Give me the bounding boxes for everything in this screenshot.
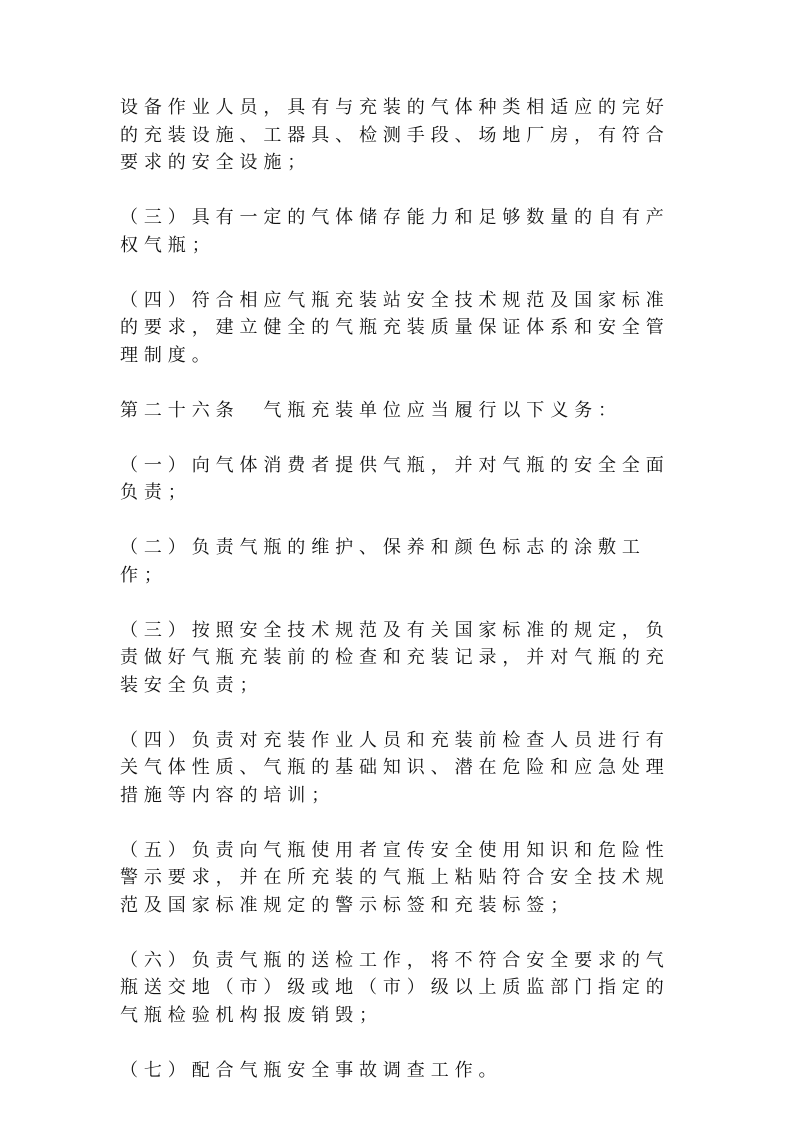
paragraph-item-3-storage: （三）具有一定的气体储存能力和足够数量的自有产权气瓶；: [120, 207, 670, 256]
list-item-obligation-1: （一）向气体消费者提供气瓶，并对气瓶的安全全面负责；: [120, 454, 670, 503]
list-item-obligation-5: （五）负责向气瓶使用者宣传安全使用知识和危险性警示要求，并在所充装的气瓶上粘贴符合安全技术规范及国家标准规定的警示标签和充装标签；: [120, 839, 670, 916]
list-item-obligation-4: （四）负责对充装作业人员和充装前检查人员进行有关气体性质、气瓶的基础知识、潜在危险和应急处理措施等内容的培训；: [120, 729, 670, 806]
paragraph-item-4-standards: （四）符合相应气瓶充装站安全技术规范及国家标准的要求，建立健全的气瓶充装质量保证体系和安全管理制度。: [120, 289, 670, 366]
list-item-obligation-2: （二）负责气瓶的维护、保养和颜色标志的涂敷工作；: [120, 537, 646, 586]
list-item-obligation-7: （七）配合气瓶安全事故调查工作。: [120, 1059, 503, 1081]
article-26-heading: 第二十六条 气瓶充装单位应当履行以下义务：: [120, 399, 622, 421]
document-page: [120, 94, 676, 1112]
list-item-obligation-6: （六）负责气瓶的送检工作，将不符合安全要求的气瓶送交地（市）级或地（市）级以上质监部门指定的气瓶检验机构报废销毁；: [120, 949, 670, 1026]
paragraph-facility-requirements: 设备作业人员，具有与充装的气体种类相适应的完好的充装设施、工器具、检测手段、场地厂房，有符合要求的安全设施；: [120, 97, 670, 173]
list-item-obligation-3: （三）按照安全技术规范及有关国家标准的规定，负责做好气瓶充装前的检查和充装记录，并对气瓶的充装安全负责；: [120, 619, 670, 696]
